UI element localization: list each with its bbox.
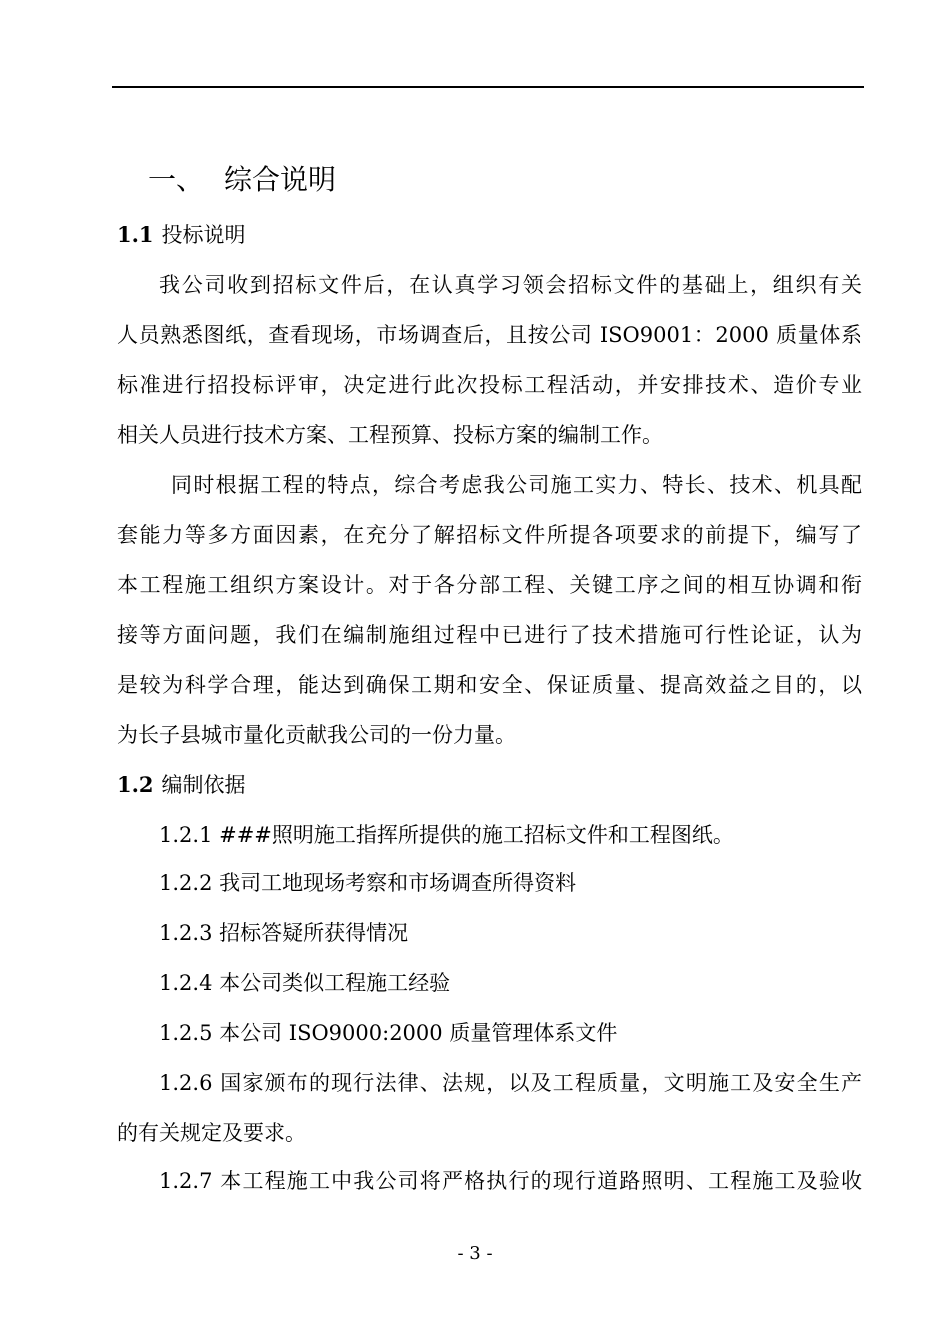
section-number: 1.1	[117, 222, 154, 247]
chapter-number: 一、	[148, 163, 205, 196]
paragraph-line: 我公司收到招标文件后，在认真学习领会招标文件的基础上，组织有关	[159, 273, 862, 297]
paragraph-line: 1.2.7 本工程施工中我公司将严格执行的现行道路照明、工程施工及验收	[159, 1169, 862, 1193]
paragraph-line: 标准进行招投标评审，决定进行此次投标工程活动，并安排技术、造价专业	[117, 373, 862, 397]
paragraph-line: 是较为科学合理，能达到确保工期和安全、保证质量、提高效益之目的，以	[117, 673, 862, 697]
list-item: 1.2.4 本公司类似工程施工经验	[159, 971, 451, 995]
paragraph-line: 接等方面问题，我们在编制施组过程中已进行了技术措施可行性论证，认为	[117, 623, 862, 647]
paragraph-line: 套能力等多方面因素，在充分了解招标文件所提各项要求的前提下，编写了	[117, 523, 862, 547]
section-title: 编制依据	[161, 773, 246, 797]
paragraph-line: 人员熟悉图纸，查看现场，市场调查后，且按公司 ISO9001：2000 质量体系	[117, 323, 862, 347]
paragraph-line: 为长子县城市量化贡献我公司的一份力量。	[117, 723, 516, 747]
paragraph-line: 的有关规定及要求。	[117, 1121, 306, 1145]
paragraph-line: 本工程施工组织方案设计。对于各分部工程、关键工序之间的相互协调和衔	[117, 573, 862, 597]
section-heading-1-1	[117, 220, 246, 250]
section-title: 投标说明	[161, 223, 246, 247]
page-number: - 3 -	[457, 1243, 493, 1264]
list-item: 1.2.3 招标答疑所获得情况	[159, 921, 409, 945]
chapter-title-text: 综合说明	[224, 163, 337, 196]
paragraph-line: 1.2.6 国家颁布的现行法律、法规，以及工程质量，文明施工及安全生产	[159, 1071, 862, 1095]
section-heading-1-2	[117, 770, 246, 800]
chapter-title	[148, 160, 336, 200]
list-item: 1.2.1 ###照明施工指挥所提供的施工招标文件和工程图纸。	[159, 823, 734, 847]
paragraph-line: 相关人员进行技术方案、工程预算、投标方案的编制工作。	[117, 423, 663, 447]
paragraph-line: 同时根据工程的特点，综合考虑我公司施工实力、特长、技术、机具配	[171, 473, 862, 497]
list-item: 1.2.5 本公司 ISO9000:2000 质量管理体系文件	[159, 1021, 618, 1045]
section-number: 1.2	[117, 772, 154, 797]
list-item: 1.2.2 我司工地现场考察和市场调查所得资料	[159, 871, 577, 895]
header-rule	[112, 86, 864, 88]
